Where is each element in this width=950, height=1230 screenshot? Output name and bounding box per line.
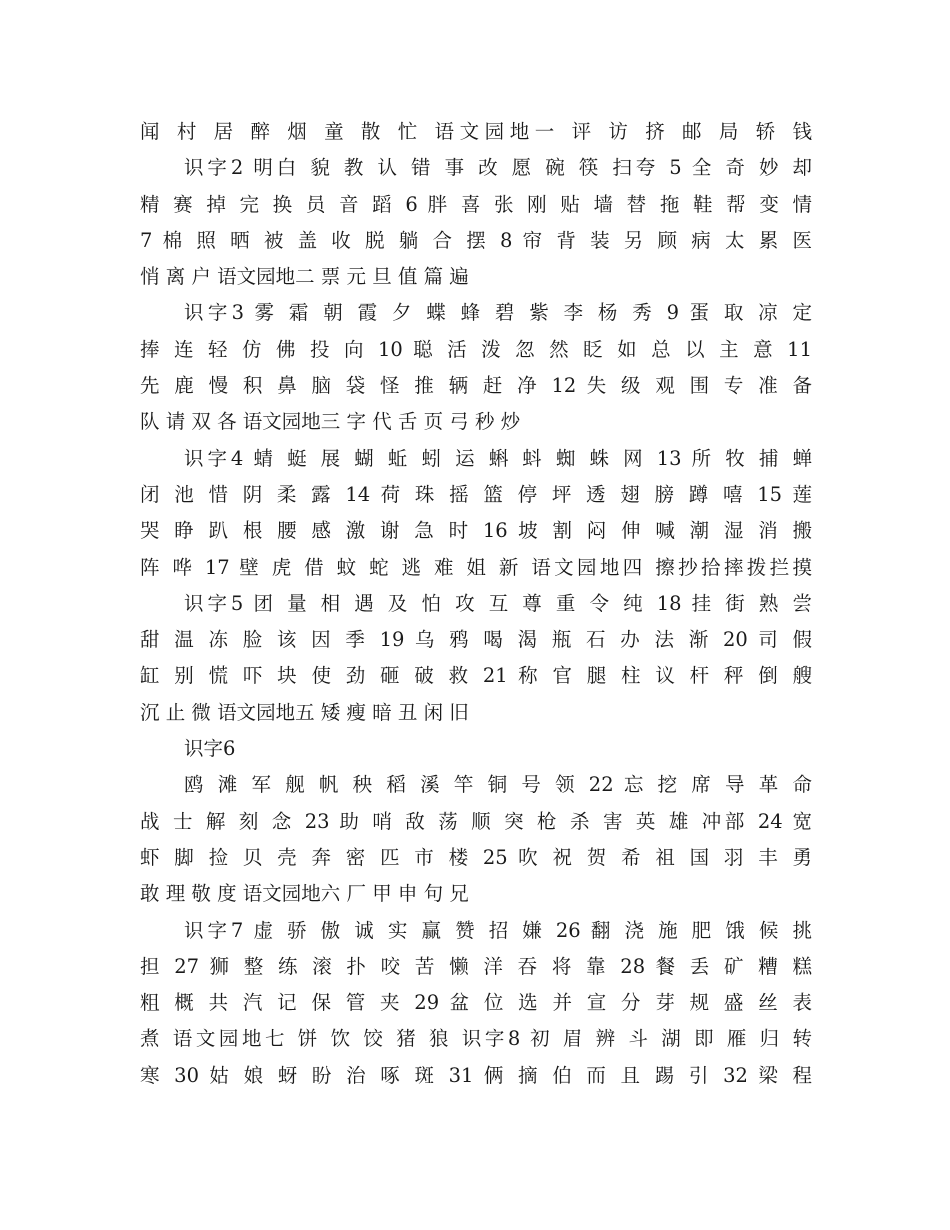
text-line: 粗 概 共 汽 记 保 管 夹 29 盆 位 选 并 宣 分 芽 规 盛 丝 表: [140, 991, 812, 1015]
text-line: 哭 睁 趴 根 腰 感 激 谢 急 时 16 坡 割 闷 伸 喊 潮 湿 消 搬: [140, 519, 812, 543]
text-line: 甜 温 冻 脸 该 因 季 19 乌 鸦 喝 渴 瓶 石 办 法 渐 20 司 假: [140, 628, 812, 652]
text-line: 鸥 滩 军 舰 帆 秧 稻 溪 竿 铜 号 领 22 忘 挖 席 导 革 命: [184, 773, 812, 797]
text-line: 担 27 狮 整 练 滚 扑 咬 苦 懒 洋 吞 将 靠 28 餐 丢 矿 糟 糕: [140, 954, 812, 978]
text-line: 敢 理 敬 度 语文园地六 厂 甲 申 句 兄: [140, 882, 469, 906]
text-line: 7 棉 照 晒 被 盖 收 脱 躺 合 摆 8 帘 背 装 另 顾 病 太 累 医: [140, 228, 812, 252]
text-line: 捧 连 轻 仿 佛 投 向 10 聪 活 泼 忽 然 眨 如 总 以 主 意 11: [140, 337, 812, 361]
text-line: 队 请 双 各 语文园地三 字 代 舌 页 弓 秒 炒: [140, 410, 521, 434]
text-line: 识字3 雾 霜 朝 霞 夕 蝶 蜂 碧 紫 李 杨 秀 9 蛋 取 凉 定: [184, 301, 812, 325]
text-line: 先 鹿 慢 积 鼻 脑 袋 怪 推 辆 赶 净 12 失 级 观 围 专 准 备: [140, 374, 812, 398]
text-line: 寒 30 姑 娘 蚜 盼 治 啄 斑 31 俩 摘 伯 而 且 踢 引 32 梁 程: [140, 1063, 812, 1087]
text-line: 闭 池 惜 阴 柔 露 14 荷 珠 摇 篮 停 坪 透 翅 膀 蹲 嘻 15 莲: [140, 482, 812, 506]
text-line: 沉 止 微 语文园地五 矮 瘦 暗 丑 闲 旧: [140, 700, 469, 724]
text-line: 识字4 蜻 蜓 展 蝴 蚯 蚓 运 蝌 蚪 蜘 蛛 网 13 所 牧 捕 蝉: [184, 446, 812, 470]
section-heading: 识字6: [184, 737, 236, 761]
text-line: 缸 别 慌 吓 块 使 劲 砸 破 救 21 称 官 腿 柱 议 杆 秤 倒 艘: [140, 664, 812, 688]
text-body: [140, 114, 812, 1094]
text-line: 战 士 解 刻 念 23 助 哨 敌 荡 顺 突 枪 杀 害 英 雄 冲部 24 宽: [140, 809, 812, 833]
text-line: 虾 脚 捡 贝 壳 奔 密 匹 市 楼 25 吹 祝 贺 希 祖 国 羽 丰 勇: [140, 845, 812, 869]
text-line: 识字2 明白 貌 教 认 错 事 改 愿 碗 筷 扫夸 5 全 奇 妙 却: [184, 156, 812, 180]
text-line: 识字5 团 量 相 遇 及 怕 攻 互 尊 重 令 纯 18 挂 街 熟 尝: [184, 591, 812, 615]
text-line: 精 赛 掉 完 换 员 音 蹈 6 胖 喜 张 刚 贴 墙 替 拖 鞋 帮 变 情: [140, 192, 812, 216]
text-line: 识字7 虚 骄 傲 诚 实 赢 赞 招 嫌 26 翻 浇 施 肥 饿 候 挑: [184, 918, 812, 942]
text-line: 煮 语文园地七 饼 饮 饺 猪 狼 识字8 初 眉 辨 斗 湖 即 雁 归 转: [140, 1027, 812, 1051]
text-line: 阵 哗 17 壁 虎 借 蚊 蛇 逃 难 姐 新 语文园地四 擦抄拾摔拨拦摸: [140, 555, 812, 579]
text-line: 闻 村 居 醉 烟 童 散 忙 语文园地一 评 访 挤 邮 局 轿 钱: [140, 120, 812, 143]
text-line: 悄 离 户 语文园地二 票 元 旦 值 篇 遍: [140, 265, 469, 289]
